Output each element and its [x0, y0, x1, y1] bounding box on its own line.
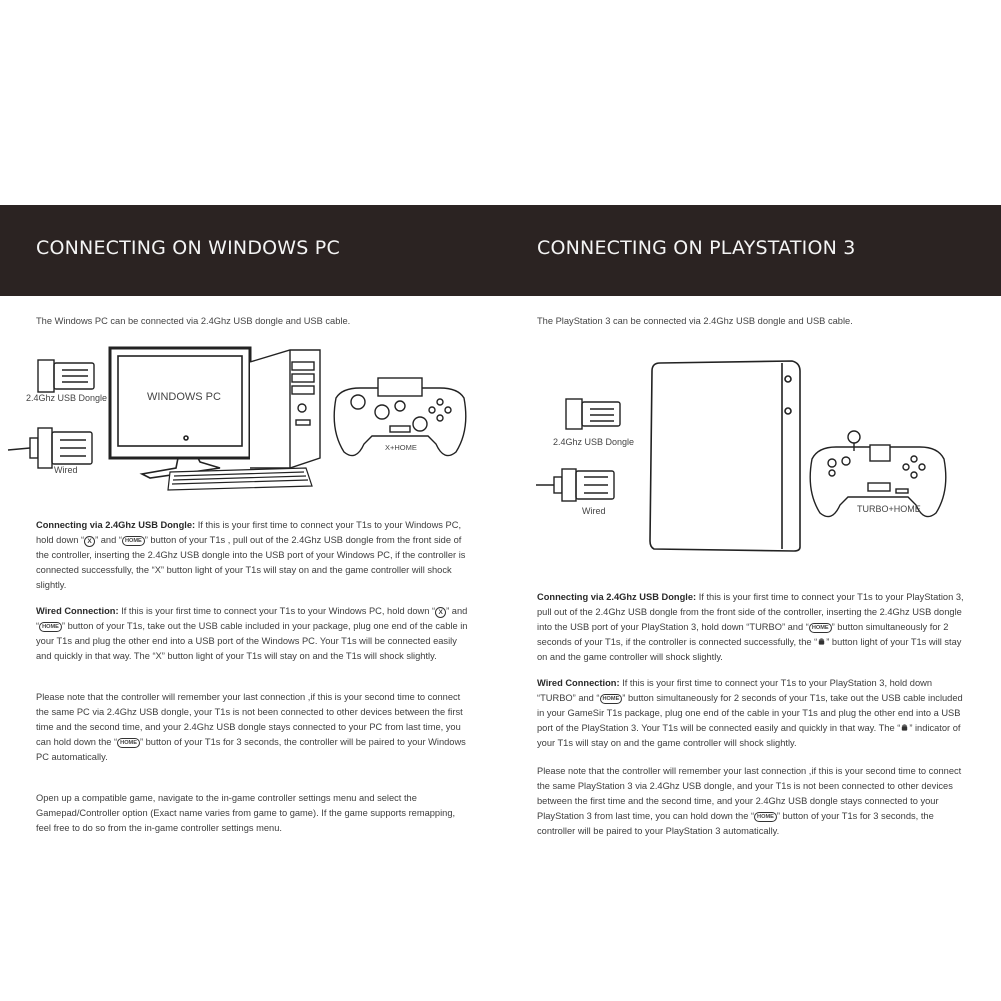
ps3-console-icon: [650, 361, 800, 551]
text-span: ” and “: [95, 535, 122, 546]
right-wired-heading: Wired Connection:: [537, 678, 620, 688]
right-dongle-heading: Connecting via 2.4Ghz USB Dongle:: [537, 592, 697, 602]
home-button-icon: HOME: [754, 812, 777, 822]
left-open-paragraph: Open up a compatible game, navigate to the in-game controller settings menu and select the Gamepad/Controller option (Exact name varies from game to game). If the game supports remapping, feel free to do so from the in-game controller settings menu.: [36, 793, 456, 834]
text-span: If this is your first time to connect your T1s to your Windows PC, hold down “: [118, 606, 436, 616]
x-button-icon: X: [155, 651, 162, 662]
text-span: ” and “: [36, 606, 468, 632]
text-span: ” button light of your T1s will stay on and the T1s will shock slightly.: [161, 651, 437, 662]
x-button-icon: X: [154, 565, 161, 576]
left-dongle-label: 2.4Ghz USB Dongle: [26, 393, 108, 403]
text-span: If this is your first time to connect your T1s to your PlayStation 3, hold down “TURBO” and “: [537, 678, 933, 704]
left-wired-heading: Wired Connection:: [36, 606, 119, 616]
android-icon: [900, 723, 909, 732]
left-wired-label: Wired: [54, 465, 78, 475]
text-span: ” button of your T1s , pull out of the 2.4Ghz USB dongle from the front side of the controller, inserting the 2.4Ghz USB dongle into the USB port of your Windows PC, if the controller is connected successfully, the “: [36, 535, 466, 576]
right-wired-label: Wired: [582, 506, 606, 516]
home-button-icon: HOME: [39, 622, 62, 632]
text-span: ” button of your T1s, take out the USB cable included in your package, plug one end of the cable in your T1s and plug the other end into a USB port of the Windows PC. Your T1s will be connected easily and quickly in that way. The “: [36, 621, 468, 662]
left-dongle-paragraph: [36, 518, 468, 593]
right-controller-label: TURBO+HOME: [857, 504, 921, 514]
left-wired-paragraph: [36, 604, 468, 664]
monitor-label: WINDOWS PC: [147, 391, 221, 403]
left-note-paragraph: [36, 690, 468, 765]
text-span: ” button simultaneously for 2 seconds of your T1s, if the controller is connected successfully, the “: [537, 622, 949, 648]
x-button-icon: X: [84, 536, 95, 547]
usb-cable-icon-2: [536, 469, 614, 501]
text-span: ” button light of your T1s will stay on and the game controller will shock slightly.: [537, 637, 962, 663]
right-dongle-label: 2.4Ghz USB Dongle: [553, 437, 635, 447]
x-button-icon: X: [435, 607, 446, 618]
monitor-icon: [110, 348, 250, 478]
text-span: ” indicator of your T1s will stay on and the game controller will shock slightly.: [537, 723, 961, 749]
left-section-title: CONNECTING ON WINDOWS PC: [36, 237, 340, 259]
windows-setup-figure: [0, 340, 480, 500]
usb-dongle-icon-2: [566, 399, 620, 429]
text-span: If this is your first time to connect your T1s to your PlayStation 3, pull out of the 2.4Ghz USB dongle from the front side of the controller, inserting the 2.4Ghz USB dongle into the USB port of your PlayStation 3, hold down “TURBO” and “: [537, 592, 964, 633]
keyboard-icon: [168, 468, 312, 490]
right-note-paragraph: [537, 764, 969, 839]
left-dongle-heading: Connecting via 2.4Ghz USB Dongle:: [36, 520, 196, 530]
home-button-icon: HOME: [809, 623, 832, 633]
pc-tower-icon: [250, 350, 320, 468]
home-button-icon: HOME: [117, 738, 140, 748]
text-span: ” button simultaneously for 2 seconds of your T1s, take out the USB cable included in your GameSir T1s package, plug one end of the cable in your T1s and plug the other end into a USB port of the PlayStation 3. Your T1s will be connected easily and quickly in that way. The “: [537, 693, 963, 734]
usb-cable-icon: [8, 428, 92, 468]
text-span: If this is your first time to connect your T1s to your Windows PC, hold down “: [36, 520, 462, 546]
right-section-title: CONNECTING ON PLAYSTATION 3: [537, 237, 856, 259]
text-span: Please note that the controller will remember your last connection ,if this is your second time to connect the same PC via 2.4Ghz USB dongle, your T1s is not been connected to other devices between the first time and the second time, and your 2.4Ghz USB dongle stays connected to your PC from last time, you can hold down the “: [36, 692, 463, 748]
left-intro: The Windows PC can be connected via 2.4Ghz USB dongle and USB cable.: [36, 316, 351, 326]
text-span: Please note that the controller will remember your last connection ,if this is your second time to connect the same PlayStation 3 via 2.4Ghz USB dongle, and your T1s is not been connected to other devices between the first time and the second time, and your 2.4Ghz USB dongle stays connected to your PlayStation 3 from last time, you can hold down the “: [537, 766, 962, 822]
left-controller-label: X+HOME: [385, 443, 417, 452]
text-span: ” button of your T1s for 3 seconds, the controller will be paired to your Windows PC automatically.: [36, 737, 466, 763]
home-button-icon: HOME: [600, 694, 623, 704]
text-span: ” button of your T1s for 3 seconds, the controller will be paired to your PlayStation 3 automatically.: [537, 811, 934, 837]
right-dongle-paragraph: [537, 590, 969, 665]
text-span: ” button light of your T1s will stay on and the game controller will shock slightly.: [36, 565, 452, 591]
home-button-icon: HOME: [122, 536, 145, 546]
android-icon: [817, 637, 826, 646]
usb-dongle-icon: [38, 360, 94, 392]
ps3-setup-figure: [530, 355, 990, 555]
right-intro: The PlayStation 3 can be connected via 2.4Ghz USB dongle and USB cable.: [537, 316, 853, 326]
right-wired-paragraph: [537, 676, 969, 751]
